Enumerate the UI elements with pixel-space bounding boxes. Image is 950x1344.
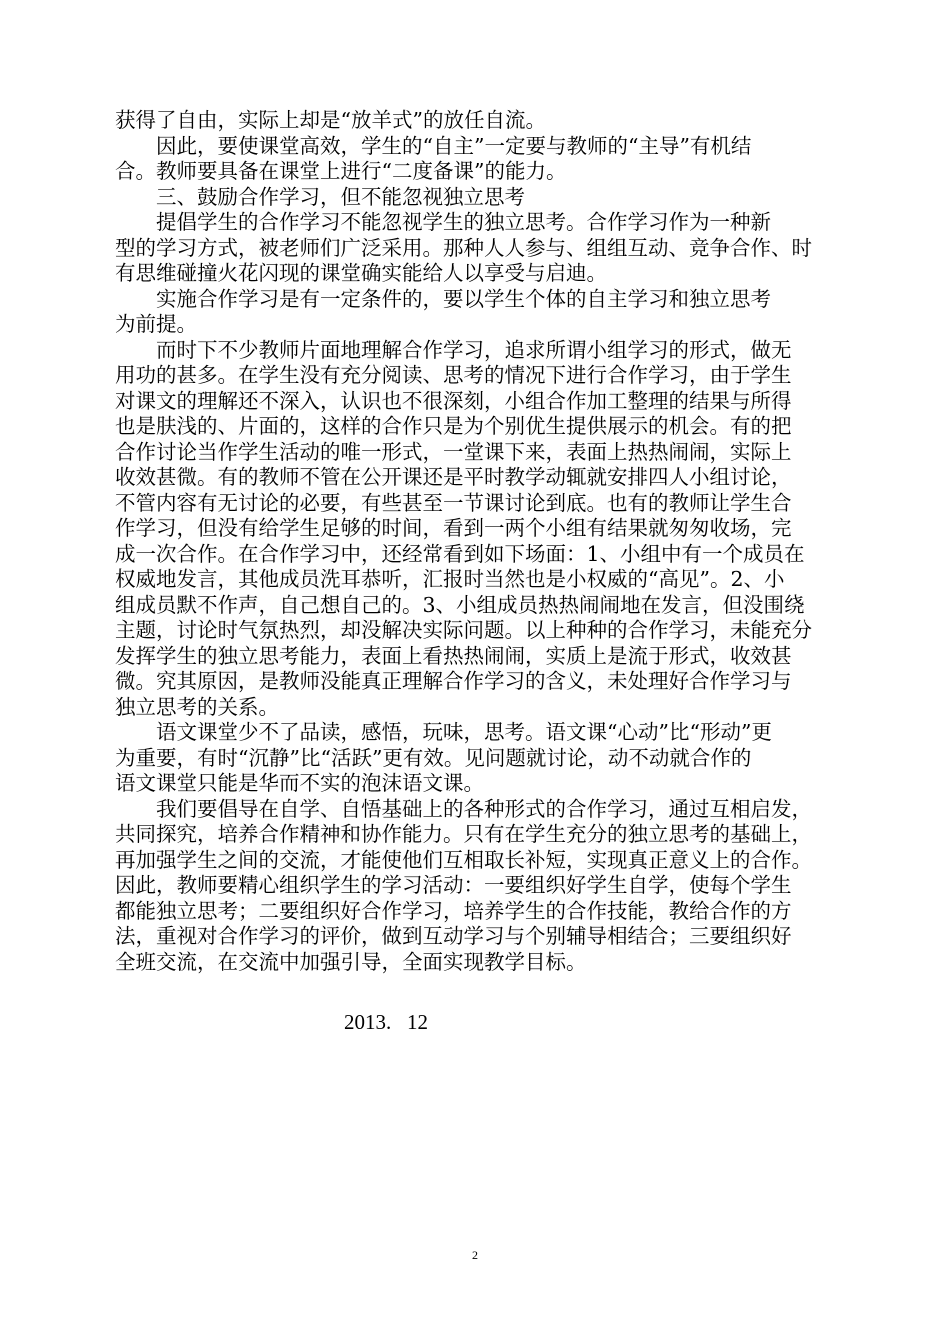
text-line: 有思维碰撞火花闪现的课堂确实能给人以享受与启迪。	[115, 261, 607, 285]
text-line: 独立思考的关系。	[115, 694, 279, 719]
text-line: 共同探究，培养合作精神和协作能力。只有在学生充分的独立思考的基础上，	[115, 822, 812, 846]
text-line: 组成员默不作声，自己想自己的。3、小组成员热热闹闹地在发言，但没围绕	[115, 592, 805, 617]
text-line: 权威地发言，其他成员洗耳恭听，汇报时当然也是小权威的“高见”。2、小	[115, 567, 785, 591]
text-line: 我们要倡导在自学、自悟基础上的各种形式的合作学习，通过互相启发，	[156, 796, 812, 821]
text-line: 为重要，有时“沉静”比“活跃”更有效。见问题就讨论，动不动就合作的	[115, 745, 752, 770]
text-line: 不管内容有无讨论的必要，有些甚至一节课讨论到底。也有的教师让学生合	[115, 490, 792, 515]
text-line: 主题，讨论时气氛热烈，却没解决实际问题。以上种种的合作学习，未能充分	[115, 618, 812, 642]
paragraph	[115, 720, 841, 797]
paragraph	[115, 287, 841, 338]
document-body	[115, 108, 841, 975]
text-line: 合。教师要具备在课堂上进行“二度备课”的能力。	[115, 159, 567, 183]
text-line: 微。究其原因，是教师没能真正理解合作学习的含义，未处理好合作学习与	[115, 669, 792, 693]
paragraph-list	[115, 108, 841, 975]
paragraph	[115, 797, 841, 976]
paragraph	[115, 338, 841, 721]
text-line: 因此，教师要精心组织学生的学习活动：一要组织好学生自学，使每个学生	[115, 873, 792, 897]
text-line: 都能独立思考；二要组织好合作学习，培养学生的合作技能，教给合作的方	[115, 898, 792, 923]
paragraph	[115, 134, 841, 185]
paragraph	[115, 210, 841, 287]
text-line: 获得了自由，实际上却是“放羊式”的放任自流。	[115, 108, 546, 132]
text-line: 实施合作学习是有一定条件的，要以学生个体的自主学习和独立思考	[156, 286, 771, 311]
text-line: 收效甚微。有的教师不管在公开课还是平时教学动辄就安排四人小组讨论，	[115, 465, 792, 489]
text-line: 成一次合作。在合作学习中，还经常看到如下场面：1、小组中有一个成员在	[115, 541, 805, 566]
page-number: 2	[472, 1248, 478, 1262]
text-line: 而时下不少教师片面地理解合作学习，追求所谓小组学习的形式，做无	[156, 337, 792, 362]
text-line: 法，重视对合作学习的评价，做到互动学习与个别辅导相结合；三要组织好	[115, 924, 792, 948]
text-line: 提倡学生的合作学习不能忽视学生的独立思考。合作学习作为一种新	[156, 210, 771, 234]
text-line: 为前提。	[115, 312, 197, 336]
paragraph	[115, 185, 841, 211]
text-line: 作学习，但没有给学生足够的时间，看到一两个小组有结果就匆匆收场，完	[115, 516, 792, 540]
paragraph	[115, 108, 841, 134]
text-line: 用功的甚多。在学生没有充分阅读、思考的情况下进行合作学习，由于学生	[115, 363, 792, 387]
text-line: 全班交流，在交流中加强引导，全面实现教学目标。	[115, 949, 587, 974]
text-line: 三、鼓励合作学习，但不能忽视独立思考	[156, 184, 525, 209]
text-line: 对课文的理解还不深入，认识也不很深刻，小组合作加工整理的结果与所得	[115, 388, 792, 413]
text-line: 也是肤浅的、片面的，这样的合作只是为个别优生提供展示的机会。有的把	[115, 414, 792, 438]
text-line: 语文课堂只能是华而不实的泡沫语文课。	[115, 771, 484, 795]
text-line: 型的学习方式，被老师们广泛采用。那种人人参与、组组互动、竞争合作、时	[115, 235, 812, 260]
text-line: 合作讨论当作学生活动的唯一形式，一堂课下来，表面上热热闹闹，实际上	[115, 439, 792, 464]
text-line: 因此，要使课堂高效，学生的“自主”一定要与教师的“主导”有机结	[156, 133, 752, 158]
text-line: 发挥学生的独立思考能力，表面上看热热闹闹，实质上是流于形式，收效甚	[115, 643, 792, 668]
text-line: 语文课堂少不了品读，感悟，玩味，思考。语文课“心动”比“形动”更	[156, 720, 772, 744]
text-line: 再加强学生之间的交流，才能使他们互相取长补短，实现真正意义上的合作。	[115, 847, 812, 872]
document-date: 2013. 12	[344, 1010, 428, 1034]
